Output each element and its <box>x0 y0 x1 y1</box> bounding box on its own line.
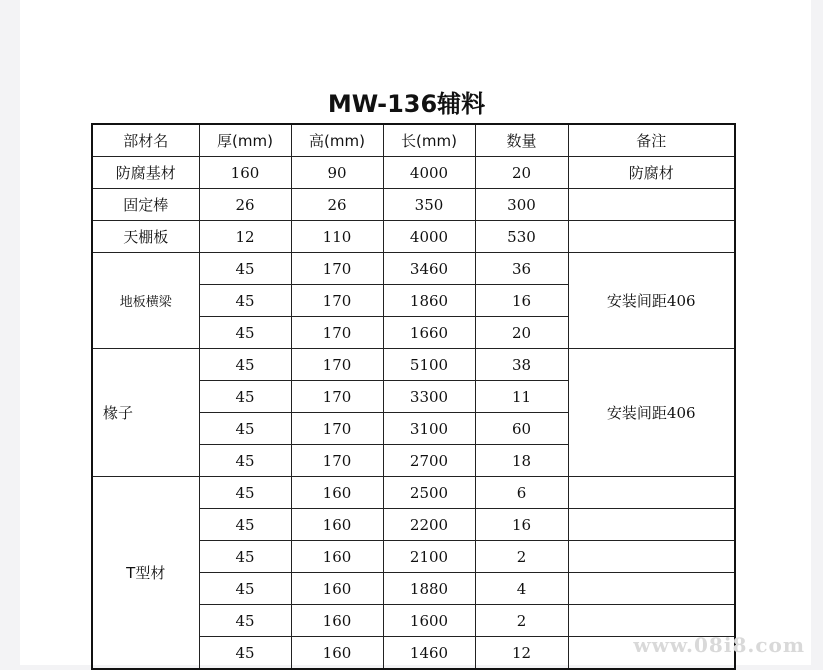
length-cell: 3300 <box>383 381 475 413</box>
remark-cell: 安装间距406 <box>568 253 735 349</box>
remark-cell <box>568 477 735 509</box>
part-name-cell: 固定棒 <box>92 189 199 221</box>
thickness-cell: 45 <box>199 477 291 509</box>
height-cell: 170 <box>291 413 383 445</box>
height-cell: 170 <box>291 317 383 349</box>
length-cell: 350 <box>383 189 475 221</box>
quantity-cell: 6 <box>475 477 568 509</box>
thickness-cell: 45 <box>199 605 291 637</box>
quantity-cell: 4 <box>475 573 568 605</box>
length-cell: 3460 <box>383 253 475 285</box>
thickness-cell: 45 <box>199 509 291 541</box>
thickness-cell: 45 <box>199 445 291 477</box>
remark-cell <box>568 541 735 573</box>
quantity-cell: 20 <box>475 157 568 189</box>
quantity-cell: 300 <box>475 189 568 221</box>
length-cell: 3100 <box>383 413 475 445</box>
part-name-cell: T型材 <box>92 477 199 670</box>
length-cell: 1600 <box>383 605 475 637</box>
length-cell: 1860 <box>383 285 475 317</box>
header-cell-quantity: 数量 <box>475 124 568 157</box>
header-cell-thickness: 厚(mm) <box>199 124 291 157</box>
length-cell: 1460 <box>383 637 475 670</box>
height-cell: 160 <box>291 541 383 573</box>
height-cell: 110 <box>291 221 383 253</box>
quantity-cell: 11 <box>475 381 568 413</box>
quantity-cell: 16 <box>475 285 568 317</box>
quantity-cell: 12 <box>475 637 568 670</box>
height-cell: 170 <box>291 253 383 285</box>
header-cell-remark: 备注 <box>568 124 735 157</box>
thickness-cell: 45 <box>199 285 291 317</box>
part-name-cell: 地板横梁 <box>92 253 199 349</box>
quantity-cell: 16 <box>475 509 568 541</box>
part-name-cell: 防腐基材 <box>92 157 199 189</box>
thickness-cell: 45 <box>199 349 291 381</box>
quantity-cell: 38 <box>475 349 568 381</box>
quantity-cell: 36 <box>475 253 568 285</box>
header-cell-length: 长(mm) <box>383 124 475 157</box>
table-row <box>92 157 735 189</box>
height-cell: 170 <box>291 445 383 477</box>
table-row <box>92 221 735 253</box>
document-title: MW-136辅料 <box>327 90 486 118</box>
remark-cell <box>568 573 735 605</box>
quantity-cell: 18 <box>475 445 568 477</box>
height-cell: 160 <box>291 605 383 637</box>
length-cell: 4000 <box>383 157 475 189</box>
length-cell: 1880 <box>383 573 475 605</box>
height-cell: 26 <box>291 189 383 221</box>
height-cell: 160 <box>291 637 383 670</box>
thickness-cell: 12 <box>199 221 291 253</box>
site-watermark: www.08i8.com <box>633 633 805 657</box>
length-cell: 2500 <box>383 477 475 509</box>
quantity-cell: 530 <box>475 221 568 253</box>
length-cell: 4000 <box>383 221 475 253</box>
materials-table <box>91 123 736 670</box>
remark-cell <box>568 509 735 541</box>
height-cell: 170 <box>291 349 383 381</box>
thickness-cell: 45 <box>199 381 291 413</box>
remark-cell <box>568 189 735 221</box>
length-cell: 1660 <box>383 317 475 349</box>
header-row <box>92 124 735 157</box>
thickness-cell: 160 <box>199 157 291 189</box>
thickness-cell: 45 <box>199 317 291 349</box>
height-cell: 160 <box>291 509 383 541</box>
thickness-cell: 45 <box>199 573 291 605</box>
quantity-cell: 2 <box>475 541 568 573</box>
thickness-cell: 45 <box>199 541 291 573</box>
thickness-cell: 45 <box>199 637 291 670</box>
part-name-cell: 天棚板 <box>92 221 199 253</box>
thickness-cell: 26 <box>199 189 291 221</box>
part-name-cell: 椽子 <box>92 349 199 477</box>
height-cell: 90 <box>291 157 383 189</box>
table-row <box>92 253 735 285</box>
remark-cell: 防腐材 <box>568 157 735 189</box>
table-row <box>92 189 735 221</box>
table-row <box>92 349 735 381</box>
height-cell: 170 <box>291 285 383 317</box>
quantity-cell: 2 <box>475 605 568 637</box>
thickness-cell: 45 <box>199 253 291 285</box>
height-cell: 160 <box>291 477 383 509</box>
height-cell: 160 <box>291 573 383 605</box>
length-cell: 2100 <box>383 541 475 573</box>
thickness-cell: 45 <box>199 413 291 445</box>
header-cell-height: 高(mm) <box>291 124 383 157</box>
header-cell-part-name: 部材名 <box>92 124 199 157</box>
remark-cell <box>568 605 735 637</box>
length-cell: 2700 <box>383 445 475 477</box>
quantity-cell: 20 <box>475 317 568 349</box>
table-row <box>92 477 735 509</box>
remark-cell: 安装间距406 <box>568 349 735 477</box>
length-cell: 5100 <box>383 349 475 381</box>
height-cell: 170 <box>291 381 383 413</box>
length-cell: 2200 <box>383 509 475 541</box>
remark-cell <box>568 221 735 253</box>
quantity-cell: 60 <box>475 413 568 445</box>
